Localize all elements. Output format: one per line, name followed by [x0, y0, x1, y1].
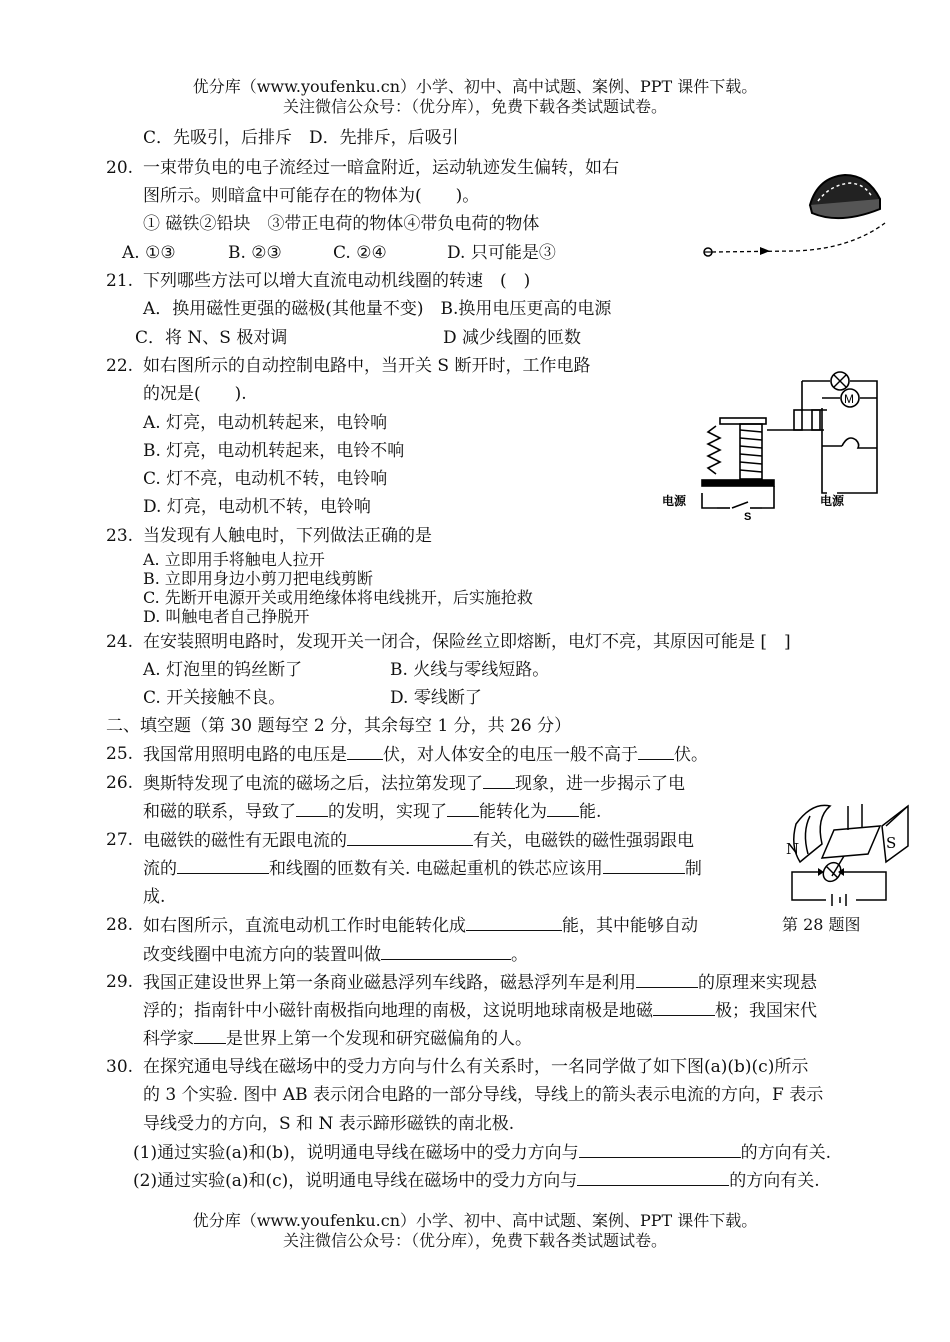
q29-blank-2[interactable] — [653, 999, 715, 1016]
q28-line-1: 如右图所示，直流电动机工作时电能转化成 能，其中能够自动 — [143, 916, 698, 936]
q25-blank-2[interactable] — [638, 743, 674, 760]
q23-option-c: C. 先断开电源开关或用绝缘体将电线挑开，后实施抢救 — [143, 588, 533, 607]
q22-option-a: A. 灯亮，电动机转起来，电铃响 — [143, 413, 388, 433]
q20-option-c: C. ②④ — [333, 243, 387, 263]
footer-line-2: 关注微信公众号：（优分库），免费下载各类试题试卷。 — [282, 1231, 667, 1250]
q25-number: 25. — [106, 744, 134, 764]
q27-blank-3[interactable] — [603, 857, 685, 874]
q30-line-1: 在探究通电导线在磁场中的受力方向与什么有关系时，一名同学做了如下图(a)(b)(c)所示 — [143, 1057, 809, 1077]
q21-number: 21. — [106, 271, 134, 291]
q30-line-3: 导线受力的方向，S 和 N 表示蹄形磁铁的南北极. — [143, 1114, 515, 1134]
q22-option-c: C. 灯不亮，电动机不转，电铃响 — [143, 469, 388, 489]
q22-option-b: B. 灯亮，电动机转起来，电铃不响 — [143, 441, 405, 461]
q27-line-3: 成. — [143, 887, 166, 907]
q24-stem: 在安装照明电路时，发现开关一闭合，保险丝立即熔断，电灯不亮，其原因可能是 [ ] — [143, 632, 791, 652]
lamp-icon — [831, 372, 849, 390]
q21-stem: 下列哪些方法可以增大直流电动机线圈的转速 ( ) — [143, 271, 531, 291]
q28-number: 28. — [106, 915, 134, 935]
q21-options-ab: A．换用磁性更强的磁极(其他量不变) B.换用电压更高的电源 — [143, 299, 612, 319]
q23-option-b: B. 立即用身边小剪刀把电线剪断 — [143, 569, 373, 588]
q21-option-d: D 减少线圈的匝数 — [443, 328, 582, 348]
q26-blank-3[interactable] — [447, 800, 479, 817]
working-power-label: 电源 — [820, 494, 845, 508]
q21-option-c: C．将 N、S 极对调 — [135, 328, 288, 348]
q30-sub-2: (2)通过实验(a)和(c)，说明通电导线在磁场中的受力方向与 的方向有关. — [133, 1171, 820, 1191]
q20-number: 20. — [106, 158, 134, 178]
magnet-s-label: S — [886, 834, 897, 852]
footer-line-1: 优分库（www.youfenku.cn）小学、初中、高中试题、案例、PPT 课件下载。 — [192, 1211, 758, 1230]
q22-option-d: D. 灯亮，电动机不转，电铃响 — [143, 497, 371, 517]
q30-line-2: 的 3 个实验. 图中 AB 表示闭合电路的一部分导线，导线上的箭头表示电流的方向，F 表示 — [143, 1085, 824, 1105]
q22-relay-circuit-figure — [662, 368, 892, 523]
motor-label: M — [844, 392, 854, 406]
q20-option-b: B. ②③ — [228, 243, 282, 263]
q24-number: 24. — [106, 632, 134, 652]
q19-options: C．先吸引，后排斥 D．先排斥，后吸引 — [143, 128, 459, 148]
header-line-2: 关注微信公众号：（优分库），免费下载各类试题试卷。 — [282, 97, 667, 116]
electron-beam-icon — [704, 223, 885, 256]
q26-blank-4[interactable] — [547, 800, 579, 817]
q24-option-b: B. 火线与零线短路。 — [390, 660, 550, 680]
q20-option-a: A. ①③ — [122, 243, 176, 263]
q20-dark-box-figure — [700, 165, 900, 270]
q26-blank-2[interactable] — [296, 800, 328, 817]
q28-motor-figure — [782, 796, 912, 916]
q30-number: 30. — [106, 1057, 134, 1077]
q24-option-d: D. 零线断了 — [390, 688, 482, 708]
q22-number: 22. — [106, 356, 134, 376]
q29-blank-1[interactable] — [636, 971, 698, 988]
q29-line-3: 科学家 是世界上第一个发现和研究磁偏角的人。 — [143, 1029, 532, 1049]
q20-option-d: D. 只可能是③ — [447, 243, 556, 263]
switch-label: S — [744, 511, 752, 523]
q28-blank-2[interactable] — [381, 943, 511, 960]
q20-items: ① 磁铁②铅块 ③带正电荷的物体④带负电荷的物体 — [143, 214, 540, 234]
q24-option-c: C. 开关接触不良。 — [143, 688, 286, 708]
q30-blank-2[interactable] — [577, 1169, 729, 1186]
q22-stem-2: 的况是( ). — [143, 384, 247, 404]
motor-icon — [841, 389, 859, 407]
q20-stem-2: 图所示。则暗盒中可能存在的物体为( )。 — [143, 186, 480, 206]
q24-option-a: A. 灯泡里的钨丝断了 — [143, 660, 303, 680]
q27-line-2: 流的 和线圈的匝数有关. 电磁起重机的铁芯应该用 制 — [143, 859, 702, 879]
q22-stem-1: 如右图所示的自动控制电路中，当开关 S 断开时，工作电路 — [143, 356, 591, 376]
q30-blank-1[interactable] — [579, 1141, 741, 1158]
q29-line-1: 我国正建设世界上第一条商业磁悬浮列车线路，磁悬浮列车是利用 的原理来实现悬 — [143, 973, 817, 993]
q23-option-d: D. 叫触电者自己挣脱开 — [143, 607, 310, 626]
q28-line-2: 改变线圈中电流方向的装置叫做 。 — [143, 945, 528, 965]
q27-line-1: 电磁铁的磁性有无跟电流的 有关，电磁铁的磁性强弱跟电 — [143, 831, 694, 851]
q30-sub-1: (1)通过实验(a)和(b)，说明通电导线在磁场中的受力方向与 的方向有关. — [133, 1143, 832, 1163]
control-power-label: 电源 — [662, 494, 687, 508]
q26-line-2: 和磁的联系，导致了 的发明，实现了 能转化为 能. — [143, 802, 602, 822]
q29-number: 29. — [106, 972, 134, 992]
section-2-title: 二、填空题（第 30 题每空 2 分，其余每空 1 分，共 26 分） — [106, 716, 572, 736]
q26-number: 26. — [106, 773, 134, 793]
q27-number: 27. — [106, 830, 134, 850]
q28-blank-1[interactable] — [466, 914, 562, 931]
dark-box-icon — [810, 175, 880, 218]
q20-stem-1: 一束带负电的电子流经过一暗盒附近，运动轨迹发生偏转，如右 — [143, 158, 619, 178]
q29-blank-3[interactable] — [194, 1027, 226, 1044]
q28-figure-caption: 第 28 题图 — [782, 915, 861, 934]
q26-line-1: 奥斯特发现了电流的磁场之后，法拉第发现了 现象，进一步揭示了电 — [143, 774, 685, 794]
q23-option-a: A. 立即用手将触电人拉开 — [143, 550, 325, 569]
header-line-1: 优分库（www.youfenku.cn）小学、初中、高中试题、案例、PPT 课件下载。 — [192, 77, 758, 96]
q26-blank-1[interactable] — [483, 772, 515, 789]
q23-number: 23. — [106, 526, 134, 546]
q23-stem: 当发现有人触电时，下列做法正确的是 — [143, 526, 432, 546]
q27-blank-1[interactable] — [347, 829, 473, 846]
q27-blank-2[interactable] — [177, 857, 269, 874]
q25-blank-1[interactable] — [347, 743, 383, 760]
q29-line-2: 浮的；指南针中小磁针南极指向地理的南极，这说明地球南极是地磁 极；我国宋代 — [143, 1001, 817, 1021]
magnet-n-label: N — [786, 840, 800, 858]
q25-text: 我国常用照明电路的电压是 伏，对人体安全的电压一般不高于 伏。 — [143, 745, 708, 765]
